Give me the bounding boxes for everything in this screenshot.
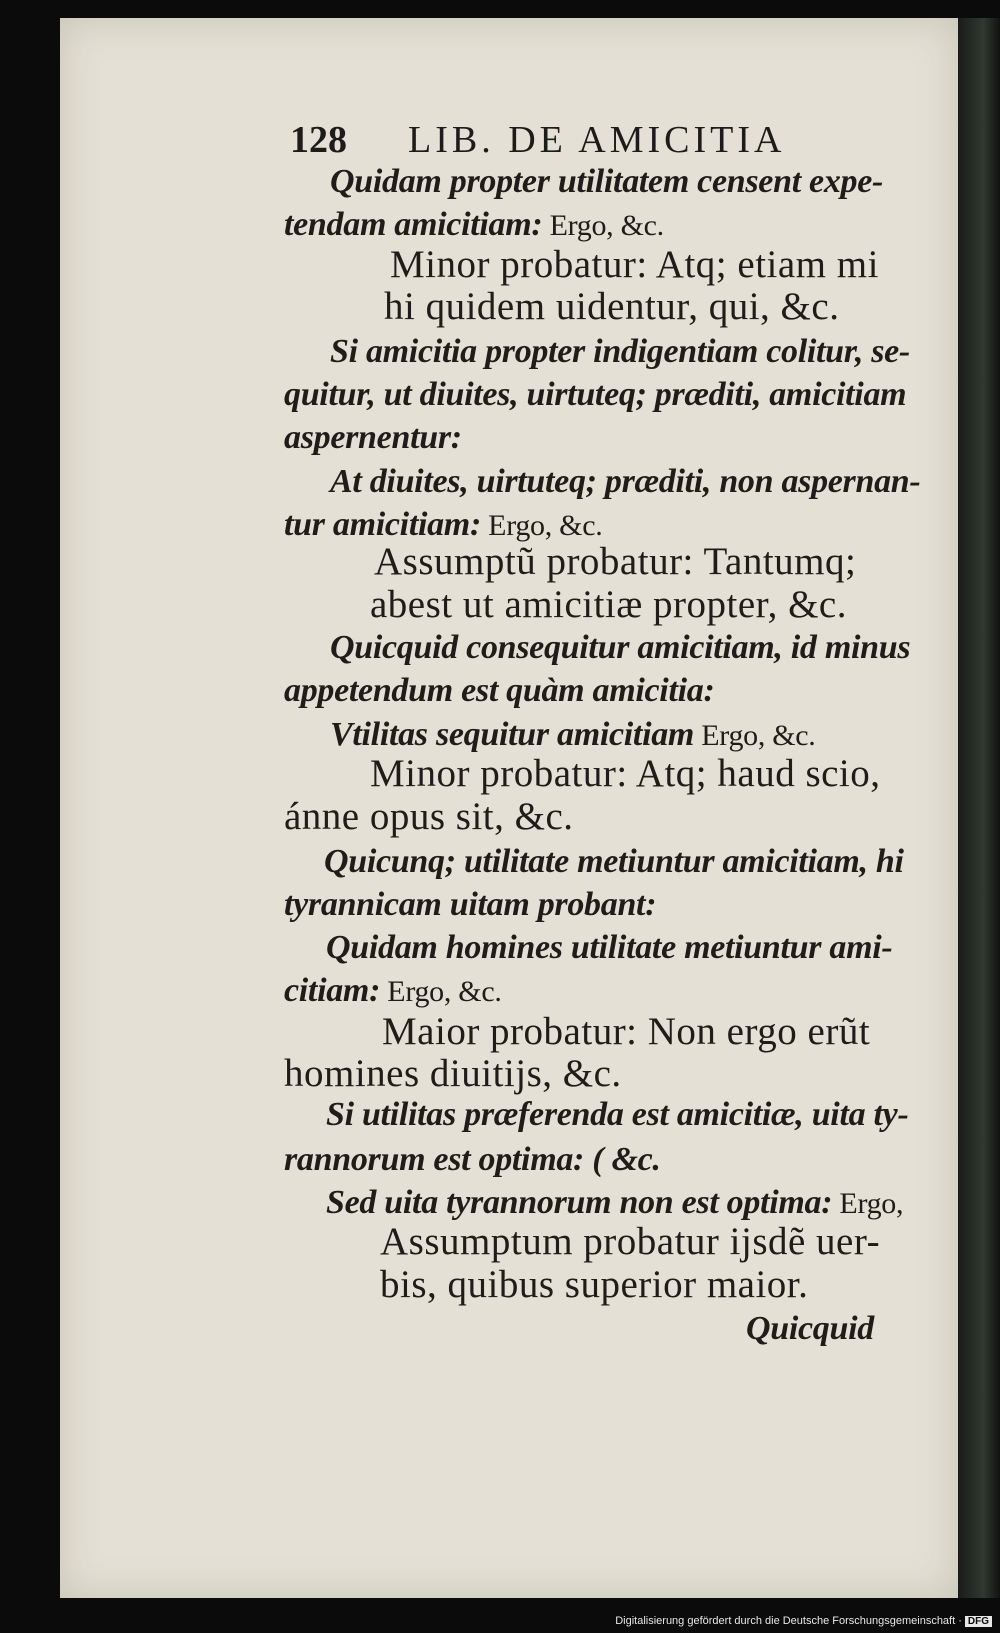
text-line — [284, 203, 664, 248]
line-text: Quicquid consequitur amicitiam, id minus — [330, 629, 911, 666]
text-line — [284, 1138, 661, 1182]
line-text: Si amicitia propter indigentiam colitur, se- — [330, 333, 910, 370]
text-line — [374, 540, 856, 584]
text-line — [284, 669, 714, 713]
text-line — [330, 626, 910, 670]
line-text: hi quidem uidentur, qui, &c. — [384, 285, 840, 328]
line-text-roman: Ergo, &c. — [480, 509, 603, 542]
credit-text: Digitalisierung gefördert durch die Deutsche Forschungsgemeinschaft · — [615, 1615, 962, 1627]
line-text: Minor probatur: Atq; haud scio, — [370, 752, 881, 795]
text-line — [324, 840, 904, 884]
line-text: Quidam propter utilitatem censent expe- — [330, 163, 884, 200]
line-text: Vtilitas sequitur amicitiam — [330, 716, 695, 753]
text-line — [382, 1010, 870, 1054]
line-text: At diuites, uirtuteq; præditi, non aspernan- — [330, 463, 921, 500]
line-text: quitur, ut diuites, uirtuteq; præditi, amicitiam — [284, 376, 907, 413]
line-text: bis, quibus superior maior. — [380, 1263, 809, 1306]
dfg-logo: DFG — [965, 1616, 992, 1627]
text-line — [326, 1093, 908, 1137]
line-text: Assumptũ probatur: Tantumq; — [374, 540, 857, 583]
running-title: LIB. DE AMICITIA — [408, 119, 786, 161]
text-line — [284, 1052, 622, 1096]
line-text: Assumptum probatur ijsdẽ uer- — [380, 1220, 881, 1263]
line-text-roman: Ergo, &c. — [694, 719, 816, 752]
text-line — [370, 583, 847, 627]
line-text: rannorum est optima: ( &c. — [284, 1141, 661, 1178]
line-text: ánne opus sit, &c. — [284, 795, 574, 838]
line-text: aspernentur: — [284, 419, 462, 456]
line-text: homines diuitijs, &c. — [284, 1052, 622, 1095]
text-line — [284, 416, 462, 460]
line-text: Sed uita tyrannorum non est optima: — [326, 1184, 833, 1221]
text-line — [284, 795, 574, 839]
line-text: Maior probatur: Non ergo erũt — [382, 1010, 871, 1053]
text-line — [284, 883, 656, 927]
text-line — [284, 969, 502, 1014]
text-line — [384, 285, 839, 329]
digitization-credit — [615, 1615, 992, 1627]
text-line — [746, 1307, 874, 1351]
text-line — [380, 1220, 880, 1264]
line-text: Quidam homines utilitate metiuntur ami- — [326, 929, 893, 966]
text-line — [380, 1263, 808, 1307]
line-text: tyrannicam uitam probant: — [284, 886, 657, 923]
line-text: Quicquid — [746, 1310, 874, 1347]
text-line — [370, 752, 881, 796]
line-text-roman: Ergo, — [832, 1187, 904, 1220]
line-text-roman: Ergo, &c. — [380, 975, 502, 1008]
line-text: Minor probatur: Atq; etiam mi — [390, 243, 879, 286]
text-line — [330, 330, 910, 374]
line-text-roman: Ergo, &c. — [542, 209, 664, 242]
text-line — [284, 373, 906, 417]
text-line — [330, 160, 883, 204]
text-line — [390, 243, 879, 287]
line-text: Si utilitas præferenda est amicitiæ, uita ty- — [326, 1096, 909, 1133]
line-text: appetendum est quàm amicitia: — [284, 672, 715, 709]
line-text: tur amicitiam: — [284, 506, 481, 543]
book-edge — [958, 18, 1000, 1598]
line-text: abest ut amicitiæ propter, &c. — [370, 583, 847, 626]
line-text: tendam amicitiam: — [284, 206, 543, 243]
text-line — [330, 460, 920, 504]
folio-number: 128 — [290, 119, 347, 161]
text-line — [326, 926, 892, 970]
line-text: Quicunq; utilitate metiuntur amicitiam, hi — [324, 843, 904, 880]
line-text: citiam: — [284, 972, 381, 1009]
